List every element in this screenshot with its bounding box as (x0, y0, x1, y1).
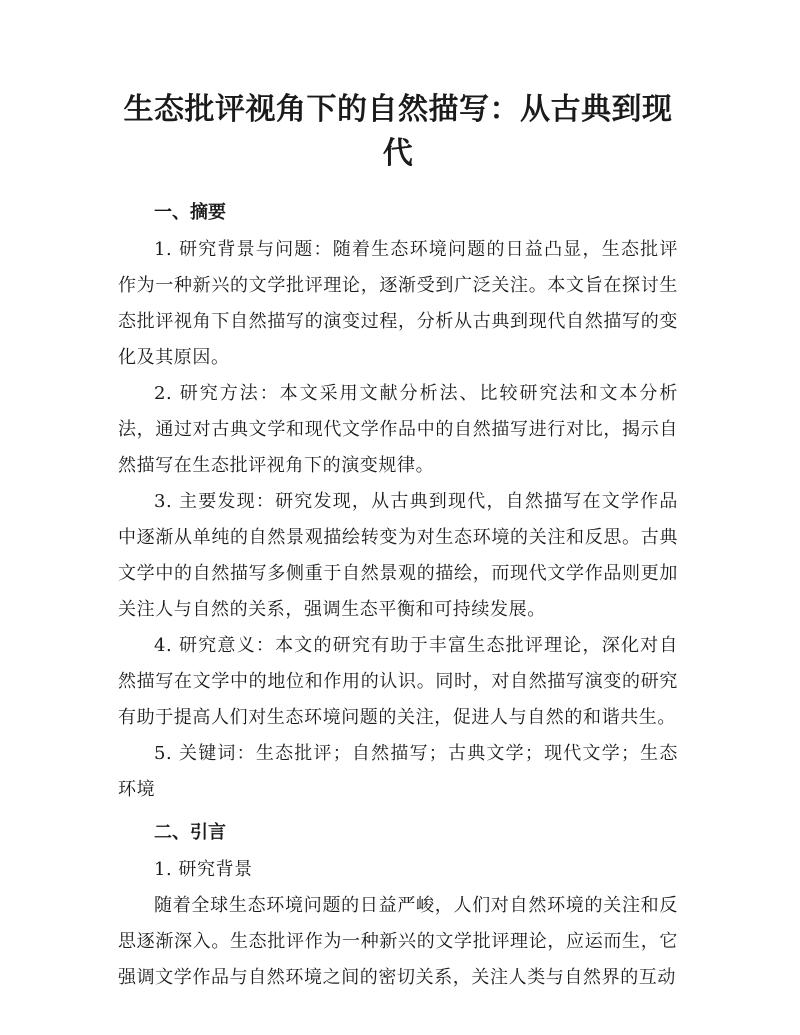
abstract-item-background (118, 232, 678, 376)
introduction-subheading (118, 852, 678, 888)
abstract-item-methods (118, 376, 678, 484)
introduction-paragraph: 随着全球生态环境问题的日益严峻，人们对自然环境的关注和反思逐渐深入。生态批评作为一种新兴的文学批评理论，应运而生，它强调文学作品与自然环境之间的密切关系，关注人类与自然界的互动 (118, 895, 678, 988)
section-heading-introduction: 二、引言 (154, 822, 226, 843)
item-text: 关键词：生态批评；自然描写；古典文学；现代文学；生态环境 (118, 743, 678, 800)
item-number: 5. (154, 743, 173, 764)
item-text: 研究方法：本文采用文献分析法、比较研究法和文本分析法，通过对古典文学和现代文学作品中的自然描写进行对比，揭示自然描写在生态批评视角下的演变规律。 (118, 383, 678, 476)
section-heading-abstract: 一、摘要 (154, 202, 226, 223)
item-text: 研究背景与问题：随着生态环境问题的日益凸显，生态批评作为一种新兴的文学批评理论，逐渐受到广泛关注。本文旨在探讨生态批评视角下自然描写的演变过程，分析从古典到现代自然描写的变化及其原因。 (118, 239, 678, 368)
item-text: 研究意义：本文的研究有助于丰富生态批评理论，深化对自然描写在文学中的地位和作用的认识。同时，对自然描写演变的研究有助于提高人们对生态环境问题的关注，促进人与自然的和谐共生。 (118, 635, 678, 728)
item-text: 主要发现：研究发现，从古典到现代，自然描写在文学作品中逐渐从单纯的自然景观描绘转变为对生态环境的关注和反思。古典文学中的自然描写多侧重于自然景观的描绘，而现代文学作品则更加关注人与自然的关系，强调生态平衡和可持续发展。 (118, 491, 678, 620)
subheading-text: 研究背景 (178, 859, 253, 880)
item-number: 4. (154, 635, 173, 656)
abstract-item-keywords (118, 736, 678, 808)
item-number: 1. (154, 859, 173, 880)
item-number: 3. (154, 491, 173, 512)
abstract-item-significance (118, 628, 678, 736)
abstract-item-findings (118, 484, 678, 628)
item-number: 2. (154, 383, 173, 404)
document-title: 生态批评视角下的自然描写：从古典到现代 (123, 92, 673, 171)
item-number: 1. (154, 239, 173, 260)
